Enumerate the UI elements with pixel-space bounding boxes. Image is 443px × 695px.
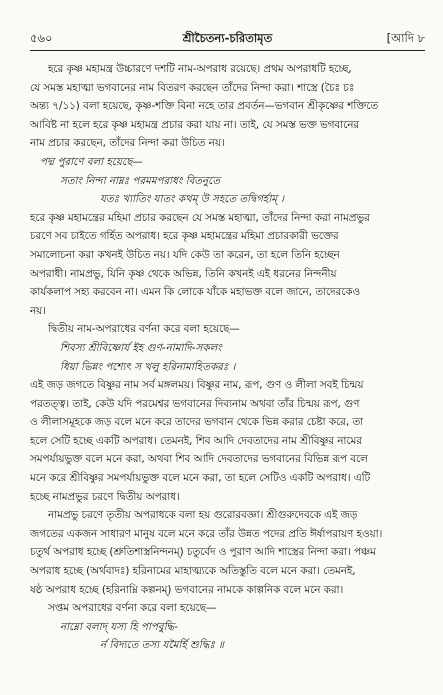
- text-line: জগতের একজন সাধারণ মানুষ বলে মনে করে তাঁর উন্নত পদের প্রতি ঈর্ষাপরায়ণ হওয়া।: [30, 527, 383, 540]
- text-line: অন্ত্য ৭/১১) বলা হয়েছে, কৃষ্ণ-শক্তি বিনা নহে তার প্রবর্তন—ভগবান শ্রীকৃষ্ণের শক্তিতে: [30, 100, 379, 113]
- text-line: অপরাধী। নামপ্রভু, যিনি কৃষ্ণ থেকে অভিন্ন, তিনি কখনই এই ধরনের নিন্দনীয়: [30, 267, 337, 280]
- text-line: যে সমস্ত মহাত্মা ভগবানের নাম বিতরণ করছেন তাঁদের নিন্দা করা। শাস্ত্রে (চৈঃ চঃ: [30, 81, 355, 94]
- verse-line: সতাং নিন্দা নাম্নঃ পরমমপরাধং বিতনুতে: [60, 174, 221, 187]
- text-line: সমপর্যায়ভুক্ত বলে মনে করা, অথবা শিব আদি দেবতাদের ভগবানের বিভিন্ন রূপ বলে: [30, 453, 368, 466]
- text-line: নয়।: [30, 304, 46, 317]
- text-line: আবিষ্ট না হলে হরে কৃষ্ণ মহামন্ত্র প্রচার করা যায় না। তাই, যে সমস্ত ভক্ত ভগবানের: [30, 118, 360, 131]
- verse-line: শিবস্য শ্রীবিষ্ণোর্য ইহ গুণ-নামাদি-সকলং: [60, 341, 222, 354]
- text-line: কার্যকলাপ সহ্য করবেন না। এমন কি লোকে যাঁকে মহাভক্ত বলে জানে, তাদেরকেও: [30, 286, 361, 299]
- text-line: নাম প্রচার করছেন, তাঁদের নিন্দা করা উচিত নয়।: [30, 137, 225, 150]
- text-line: সমালোচনা করা কখনই উচিত নয়। যদি কেউ তা করেন, তা হলে তিনি হচ্ছেন: [30, 248, 340, 261]
- page-body: [30, 60, 425, 655]
- text-line: পদ্ম পুরাণে বলা হয়েছে—: [40, 155, 143, 168]
- text-line: চতুর্থ অপরাধ হচ্ছে (শ্রুতিশাস্ত্রনিন্দনম্) চতুর্বেদ ও পুরাণ আদি শাস্ত্রের নিন্দা করা। পঞ্চম: [30, 546, 376, 559]
- page-number: ৫৬০: [30, 31, 53, 45]
- page-header: [30, 28, 425, 50]
- text-line: হচ্ছে নামপ্রভুর চরণে দ্বিতীয় অপরাধ।: [30, 490, 180, 503]
- verse-line: যতঃ খ্যাতিং যাতং কথম্ উ সহতে তদ্বিগর্হাম্ ।: [100, 193, 284, 206]
- text-line: এই জড় জগতে বিষ্ণুর নাম সর্ব মঙ্গলময়। বিষ্ণুর নাম, রূপ, গুণ ও লীলা সবই চিন্ময়: [30, 379, 364, 392]
- verse-line: ধিয়া ভিন্নং পশ্যেৎ স খলু হরিনামাহিতকরঃ ।: [60, 360, 236, 373]
- verse-line: র্ন বিদ্যতে তস্য যমৈর্হি শুদ্ধিঃ ॥: [100, 639, 224, 652]
- text-line: সপ্তম অপরাধের বর্ণনা করে বলা হয়েছে—: [48, 602, 217, 615]
- chapter-label: [আদি ৮: [386, 31, 425, 45]
- text-line: পরতত্ত্ব। তাই, কেউ যদি পরমেশ্বর ভগবানের দিব্যনাম অথবা তাঁর চিন্ময় রূপ, গুণ: [30, 397, 360, 410]
- text-line: হলে সেটি হচ্ছে একটি অপরাধ। তেমনই, শিব আদি দেবতাদের নাম শ্রীবিষ্ণুর নামের: [30, 434, 362, 447]
- book-title: শ্রীচৈতন্য-চরিতামৃত: [182, 31, 273, 45]
- verse-line: নাম্নো বলাদ্ যস্য হি পাপবুদ্ধি-: [60, 620, 178, 633]
- text-line: দ্বিতীয় নাম-অপরাধের বর্ণনা করে বলা হয়েছে—: [48, 323, 240, 336]
- text-line: হরে কৃষ্ণ মহামন্ত্রের মহিমা প্রচার করছেন যে সমস্ত মহাত্মা, তাঁদের নিন্দা করা নামপ্রভুর: [30, 211, 370, 224]
- text-line: অপরাধ হচ্ছে (অর্থবাদঃ) হরিনামের মাহাত্ম্যকে অতিস্তুতি বলে মনে করা। তেমনই,: [30, 565, 356, 578]
- text-line: হরে কৃষ্ণ মহামন্ত্র উচ্চারণে দশটি নাম-অপরাধ রয়েছে। প্রথম অপরাধটি হচ্ছে,: [48, 63, 352, 75]
- text-line: মনে করে শ্রীবিষ্ণুর সমপর্যায়ভুক্ত বলে মনে করা, তা হলে সেটিও একটি অপরাধ। এটি: [30, 472, 371, 485]
- text-line: ষষ্ঠ অপরাধ হচ্ছে (হরিনাম্নি কল্পনম্) ভগবানের নামকে কাল্পনিক বলে মনে করা।: [30, 583, 344, 596]
- header-rule: [30, 50, 425, 51]
- text-line: চরণে সব চাইতে গর্হিত অপরাধ। হরে কৃষ্ণ মহামন্ত্রের মহিমা প্রচারকারী ভক্তের: [30, 230, 339, 243]
- text-line: ও লীলাসমূহকে জড় বলে মনে করে তাদের ভগবান থেকে ভিন্ন করার চেষ্টা করে, তা: [30, 416, 364, 429]
- text-line: নামপ্রভু চরণে তৃতীয় অপরাধকে বলা হয় গুরোরবজ্ঞা। শ্রীগুরুদেবকে এই জড়: [48, 509, 358, 522]
